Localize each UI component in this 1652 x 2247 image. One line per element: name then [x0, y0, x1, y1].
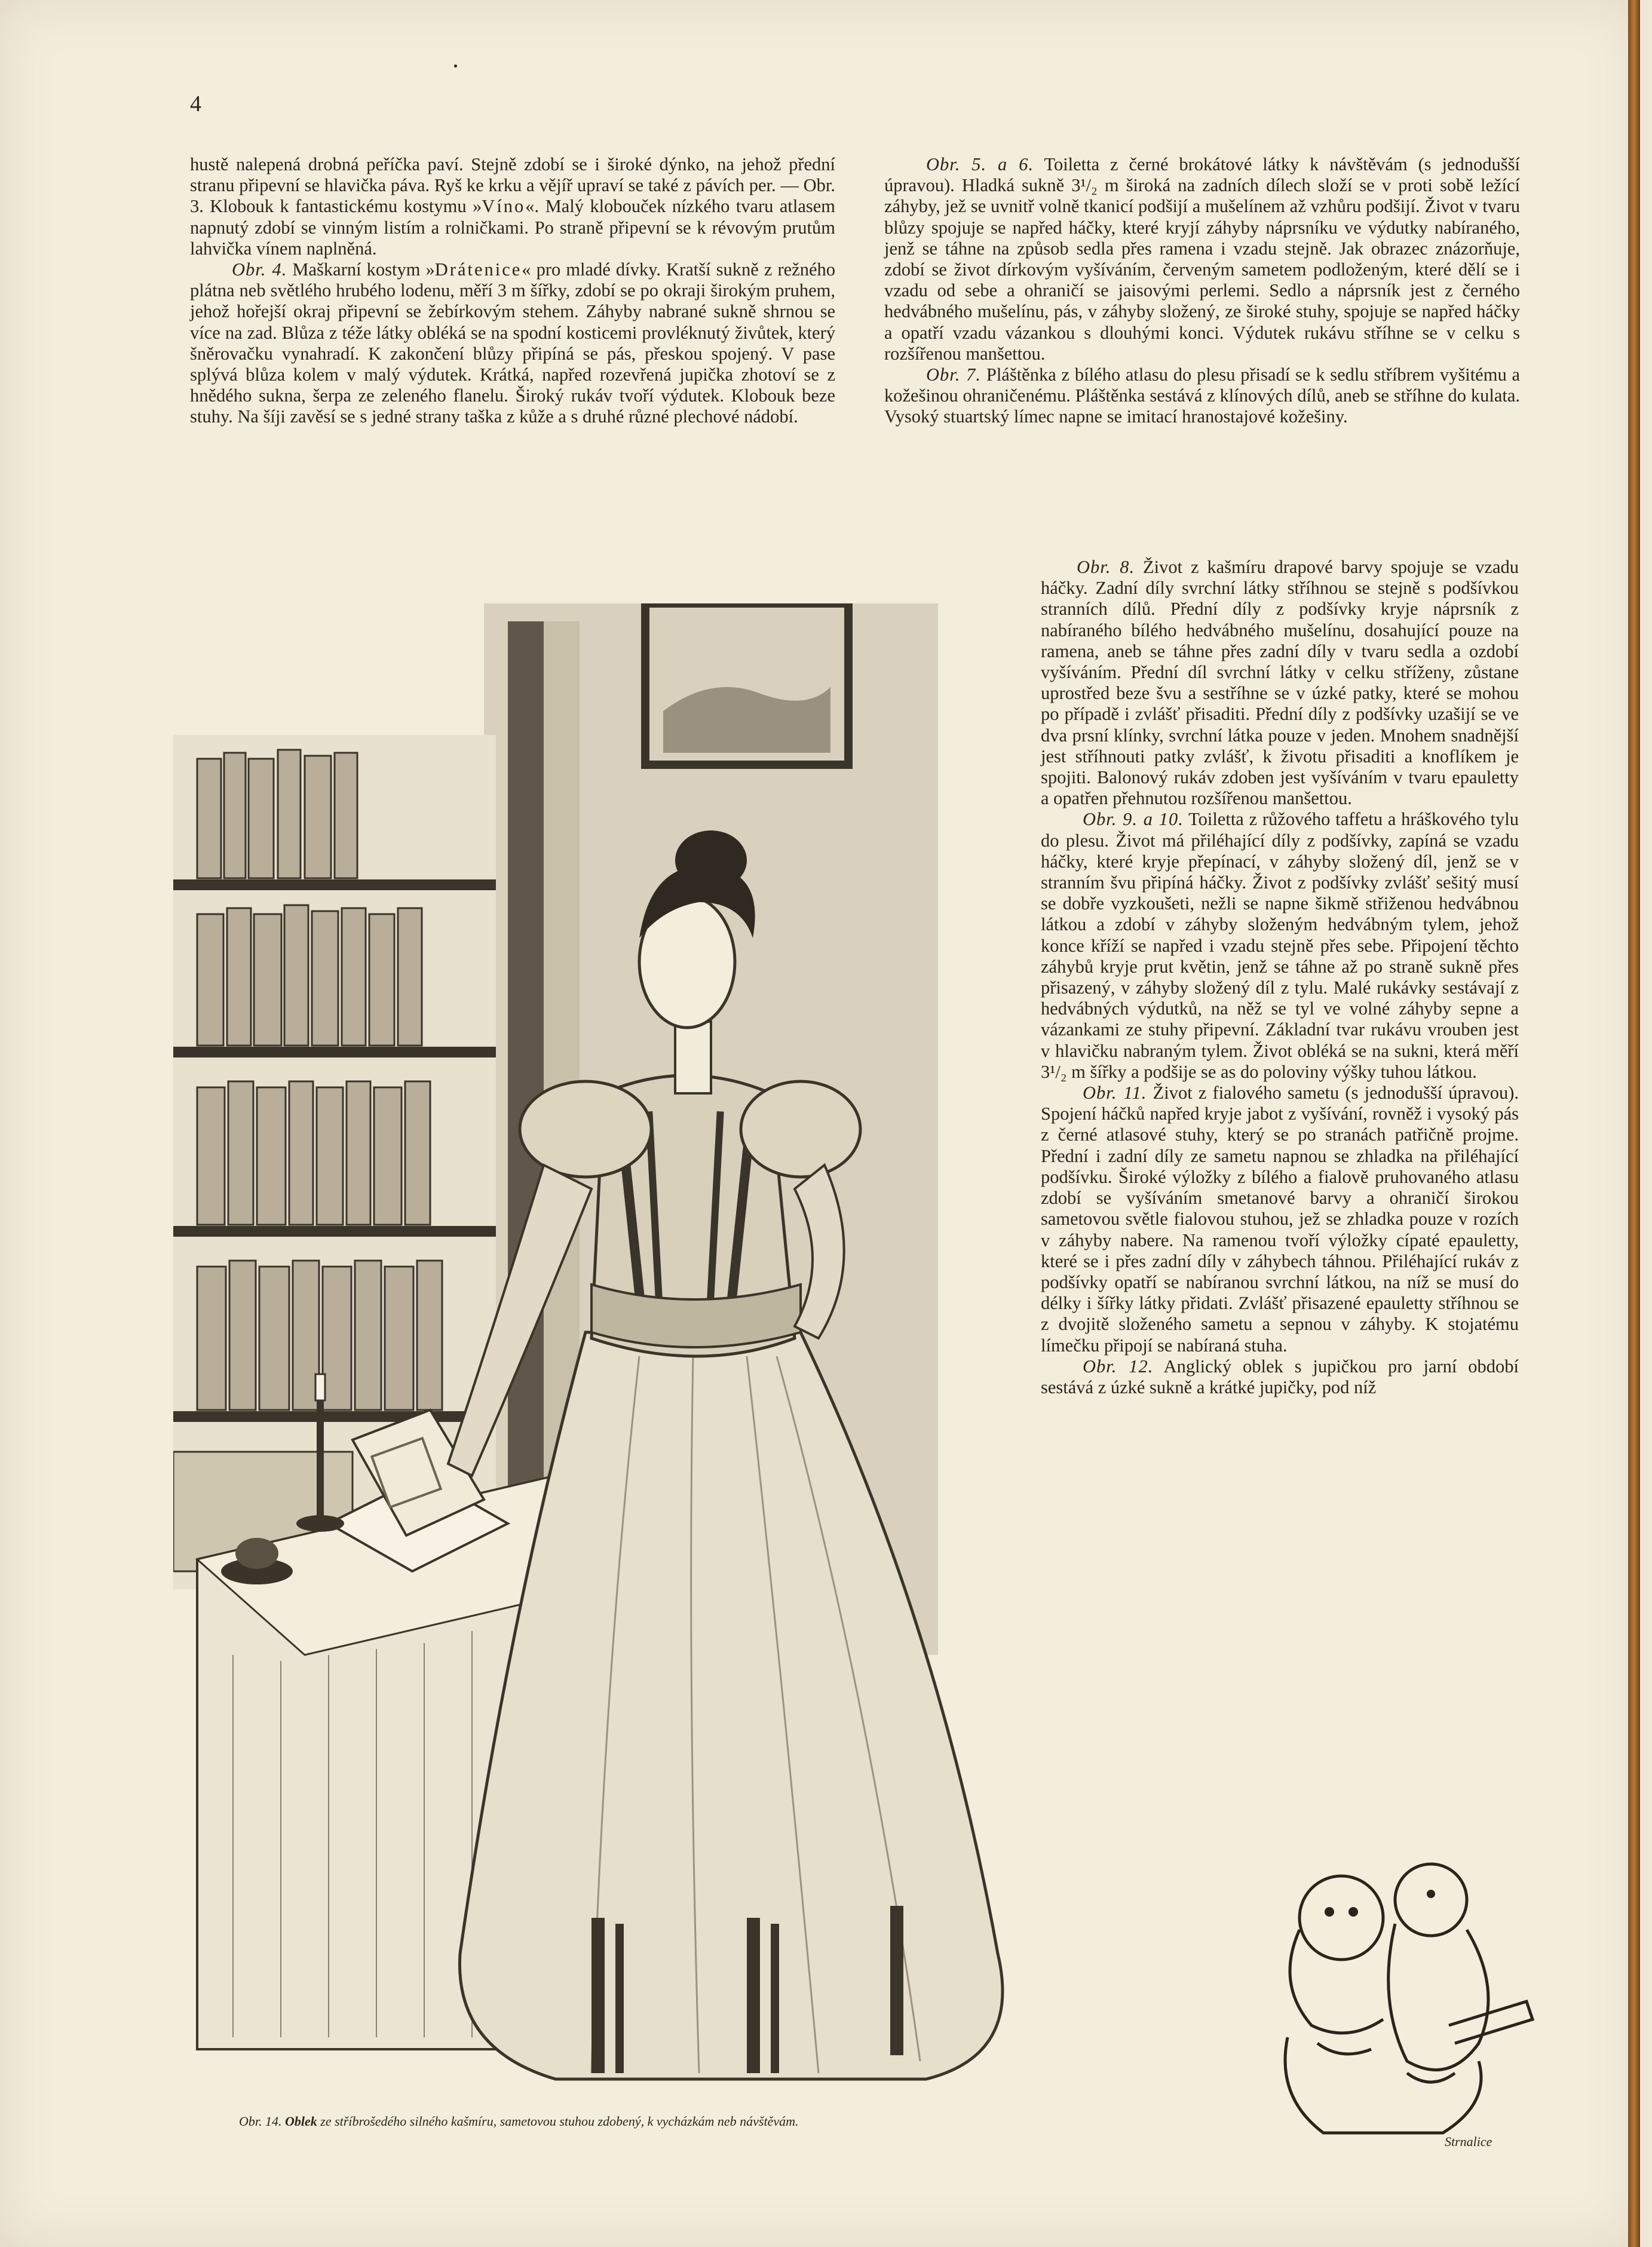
page-binding-edge: [1628, 0, 1640, 2247]
left-text-column: [190, 154, 835, 428]
paragraph-obr-12: Obr. 12. Anglický oblek s jupičkou pro jarní období sestává z úzké sukně a krátké jupičky, pod níž: [1041, 1356, 1519, 1397]
artist-signature: Strnalice: [1445, 2134, 1492, 2149]
pierrot-vignette: [1252, 1846, 1538, 2157]
fashion-illustration-obr-14: [173, 603, 1237, 2109]
paragraph-obr-3: hustě nalepená drobná peříčka paví. Stejně zdobí se i široké dýnko, na jehož přední stranu připevní se hlavička páva. Ryš ke krku a vějíř upraví se také z pávích per. — Obr. 3. Klobouk k fantastickému kostymu »Víno«. Malý klobouček nízkého tvaru atlasem napnutý zdobí se vinným listím a rolničkami. Po straně připevní se k révovým prutům lahvička vínem naplněná.: [190, 154, 835, 259]
page-number: 4: [190, 91, 201, 117]
paragraph-obr-5-6: Obr. 5. a 6. Toiletta z černé brokátové látky k návštěvám (s jednodušší úpravou). Hladká sukně 3¹/₂ m široká na zadních dílech složí se v proti sobě ležící záhyby, jež se uvnitř volně tkanicí podšijí a mušelínem až vzhůru podšijí. Život v tvaru blůzy spojuje se napřed háčky, které kryjí záhyby náprsníku ve výdutky nabíraného, jenž se táhne na způsob sedla přes ramena i vzadu stejně. Jak obrazec znázorňuje, zdobí se život dírkovým vyšíváním, červeným sametem podloženým, které dělí se i vzadu od sebe a ohraničí se jaisovými perlemi. Sedlo a náprsník jest z černého hedvábného mušelínu, pás, v záhyby složený, ze široké stuhy, spojuje se napřed háčky a opatří vzadu vázankou s dlouhými konci. Výdutek rukávu stříhne se v celku s rozšířenou manšettou.: [884, 154, 1521, 364]
paragraph-obr-8: Obr. 8. Život z kašmíru drapové barvy spojuje se vzadu háčky. Zadní díly svrchní látky stříhnou se stejně s podšívkou stranních dílů. Přední díly z podšívky kryje náprsník z nabíraného bílého hedvábného mušelínu, dosahující pouze na ramena, aneb se táhne přes zadní díly v tvaru sedla a ozdobí vyšíváním. Přední díl svrchní látky v celku stříženy, zůstane uprostřed beze švu a sestříhne se v úzké patky, které se mohou po případě i zvlášť přisaditi. Přední díly z podšívky uzašijí se ve dva prsní klínky, svrchní látka pouze v jeden. Mnohem snadnější jest stříhnouti patky zvlášť, k životu přisaditi a knoflíkem je spojiti. Balonový rukáv zdoben jest vyšíváním v tvaru epauletty a opatřen přehnutou rozšířenou manšettou.: [1041, 557, 1519, 809]
right-text-column-top: [884, 154, 1520, 428]
paragraph-obr-4: Obr. 4. Maškarní kostym »Drátenice« pro mladé dívky. Kratší sukně z režného plátna neb světlého hrubého lodenu, měří 3 m šířky, zdobí se po okraji širokým pruhem, jehož hořejší okraj připevní se žebírkovým stehem. Záhyby nabrané sukně shrnou se více na zad. Blůza z téže látky obléká se na spodní kosticemi provléknutý živůtek, který šněrovačku vynahradí. K zakončení blůzy připíná se pás, přeskou spojený. V pase splývá blůza kolem v malý výdutek. Krátká, napřed rozevřená jupička zhotoví se z hnědého sukna, šerpa ze zeleného flanelu. Široký rukáv tvoří výdutek. Klobouk beze stuhy. Na šíji zavěsí se s jedné strany taška z kůže a s druhé různé plechové nádobí.: [190, 259, 835, 427]
print-speck: [454, 65, 457, 68]
paragraph-obr-11: Obr. 11. Život z fialového sametu (s jednodušší úpravou). Spojení háčků napřed kryje jabot z vyšívání, rovněž i vysoký pás z černé atlasové stuhy, který se po stranách patřičně projme. Přední i zadní díly ze sametu napnou se zhladka na přiléhající podšívku. Široké výložky z bílého a fialově pruhovaného atlasu zdobí se vyšíváním smetanové barvy a ohraničí širokou sametovou světle fialovou stuhou, jež se zhladka pouze v rozích v záhyby nabere. Na ramenou tvoří výložky cípaté epauletty, které se i přes zadní díly v záhybech táhnou. Přiléhající rukáv z podšívky opatří se nabíranou svrchní látkou, na níž se musí do délky i šířky látky přidati. Zvlášť přisazené epauletty stříhnou se z dvojitě složeného sametu a sepnou v záhyby. K stojatému límečku připojí se nabíraná stuha.: [1041, 1083, 1519, 1356]
paragraph-obr-9-10: Obr. 9. a 10. Toiletta z růžového taffetu a hráškového tylu do plesu. Život má přiléhající díly z podšívky, zapíná se vzadu háčky, které kryje přepínací, v záhyby složený díl, jenž se v stranním švu připíná háčky. Život z podšívky zvlášť sešitý musí se dobře vyzkoušeti, nežli se napne šikmě střiženou hedvábnou látkou a zdobí v záhyby složeným hedvábným tylem, jehož konce kříží se napřed i vzadu stejně přes sebe. Připojení těchto záhybů kryje prut květin, jenž se táhne až po straně sukně přes přisazený, v záhyby složený díl z tylu. Malé rukávky sestávají z hedvábných výdutků, na něž se tyl ve volné záhyby sepne a vázankami ze stuhy připevní. Základní tvar rukávu vrouben jest v hlavičku nabraným tylem. Život obléká se na sukni, která měří 3¹/₂ m šířky a podšije se as do poloviny výšky tuhou látkou.: [1041, 809, 1519, 1082]
illustration-caption: Obr. 14. Oblek ze stříbrošedého silného kašmíru, sametovou stuhou zdobený, k vycházkám neb návštěvám.: [239, 2114, 799, 2129]
paragraph-obr-7: Obr. 7. Pláštěnka z bílého atlasu do plesu přisadí se k sedlu stříbrem vyšitému a kožešinou ohraničenému. Pláštěnka sestává z klínových dílů, aneb se stříhne do kulata. Vysoký stuartský límec napne se imitací hranostajové kožešiny.: [884, 364, 1521, 427]
